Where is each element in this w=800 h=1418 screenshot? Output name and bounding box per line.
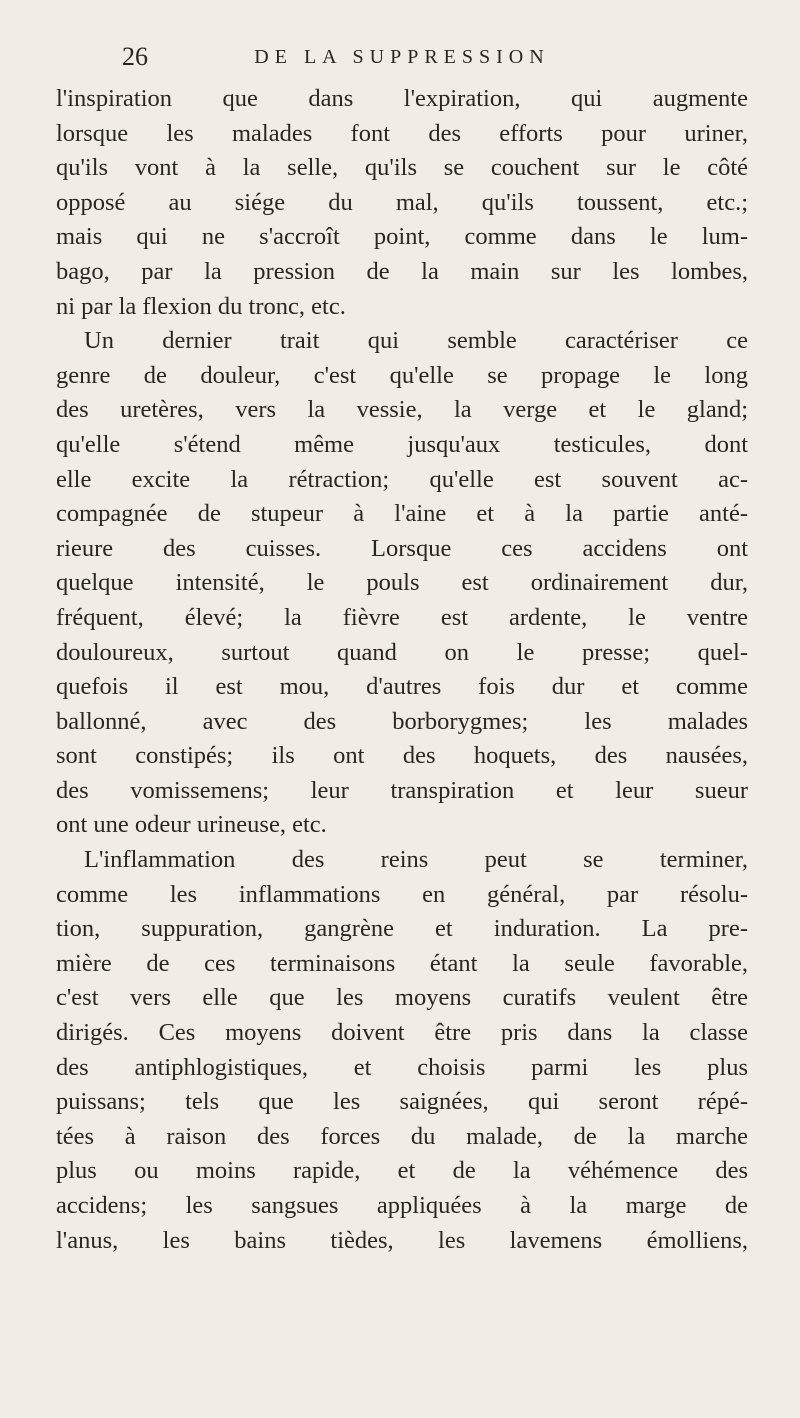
text-line: ont une odeur urineuse, etc. (56, 811, 327, 839)
text-line: quelque intensité, le pouls est ordinairement dur, (56, 569, 748, 597)
text-line: c'est vers elle que les moyens curatifs veulent être (56, 984, 748, 1012)
text-line: sont constipés; ils ont des hoquets, des nausées, (56, 742, 748, 770)
text-line: mière de ces terminaisons étant la seule favorable, (56, 949, 748, 977)
text-line: l'anus, les bains tièdes, les lavemens émolliens, (56, 1226, 748, 1254)
text-line: qu'elle s'étend même jusqu'aux testicules, dont (56, 430, 748, 458)
text-line: l'inspiration que dans l'expiration, qui augmente (56, 85, 748, 112)
text-line: quefois il est mou, d'autres fois dur et comme (56, 673, 748, 701)
text-line: tion, suppuration, gangrène et induration. La pre- (56, 915, 748, 943)
running-title: DE LA SUPPRESSION (254, 46, 550, 68)
text-line: accidens; les sangsues appliquées à la marge de (56, 1192, 748, 1219)
text-line: plus ou moins rapide, et de la véhémence des (56, 1157, 748, 1185)
text-line: ni par la flexion du tronc, etc. (56, 292, 346, 320)
text-line: puissans; tels que les saignées, qui seront répé- (56, 1088, 748, 1116)
text-line: bago, par la pression de la main sur les lombes, (56, 257, 748, 285)
text-line: elle excite la rétraction; qu'elle est souvent ac- (56, 465, 748, 493)
text-line: mais qui ne s'accroît point, comme dans le lum- (56, 223, 748, 251)
running-head (56, 42, 748, 82)
text-line: fréquent, élevé; la fièvre est ardente, le ventre (56, 603, 748, 631)
text-line: opposé au siége du mal, qu'ils toussent, etc.; (56, 188, 748, 216)
text-line: des vomissemens; leur transpiration et leur sueur (56, 776, 748, 804)
text-line: des antiphlogistiques, et choisis parmi les plus (56, 1053, 748, 1081)
body-text (56, 82, 748, 1258)
text-line: compagnée de stupeur à l'aine et à la partie anté- (56, 500, 748, 528)
text-line: genre de douleur, c'est qu'elle se propage le long (56, 361, 748, 389)
page-number: 26 (122, 42, 148, 71)
text-line: tées à raison des forces du malade, de la marche (56, 1122, 748, 1150)
text-line: des uretères, vers la vessie, la verge et le gland; (56, 396, 748, 424)
text-line: L'inflammation des reins peut se terminer, (84, 846, 748, 874)
text-line: lorsque les malades font des efforts pour uriner, (56, 119, 748, 147)
text-line: ballonné, avec des borborygmes; les malades (56, 707, 748, 735)
text-line: rieure des cuisses. Lorsque ces accidens ont (56, 534, 748, 562)
text-line: qu'ils vont à la selle, qu'ils se couchent sur le côté (56, 154, 748, 182)
text-line: comme les inflammations en général, par résolu- (56, 880, 748, 908)
text-line: dirigés. Ces moyens doivent être pris dans la classe (56, 1019, 748, 1047)
text-line: Un dernier trait qui semble caractériser ce (84, 327, 748, 355)
text-line: douloureux, surtout quand on le presse; quel- (56, 638, 748, 666)
